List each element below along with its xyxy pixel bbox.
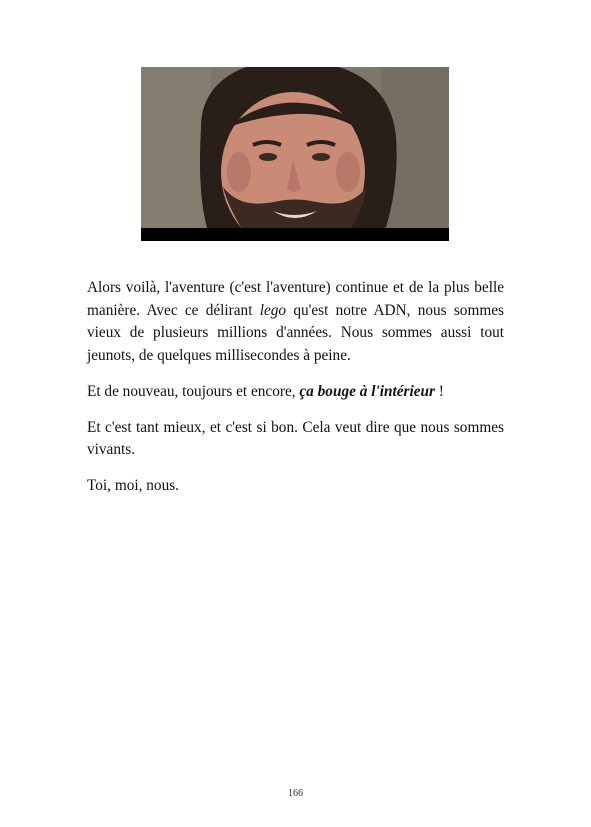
paragraph-1: Alors voilà, l'aventure (c'est l'aventure) continue et de la plus belle manière. Avec ce délirant lego qu'est notre ADN, nous sommes vieux de plusieurs millions d'années. Nous sommes aussi tout jeunots, de quelques millisecondes à peine. xyxy=(87,279,504,365)
emphasis-ca-bouge: ça bouge à l'intérieur xyxy=(299,382,435,400)
paragraph-2: Et de nouveau, toujours et encore, ça bouge à l'intérieur ! xyxy=(87,382,444,400)
emphasis-lego: lego xyxy=(259,301,287,319)
portrait-illustration xyxy=(141,67,449,241)
body-text xyxy=(87,277,504,511)
right-eye xyxy=(312,153,330,161)
paragraph-4: Toi, moi, nous. xyxy=(87,476,179,494)
page-number: 166 xyxy=(288,788,303,799)
paragraph-3: Et c'est tant mieux, et c'est si bon. Cela veut dire que nous sommes vivants. xyxy=(87,418,504,459)
left-eye xyxy=(259,153,277,161)
photo-bottom-bar xyxy=(141,228,449,241)
portrait-photo xyxy=(141,67,449,241)
